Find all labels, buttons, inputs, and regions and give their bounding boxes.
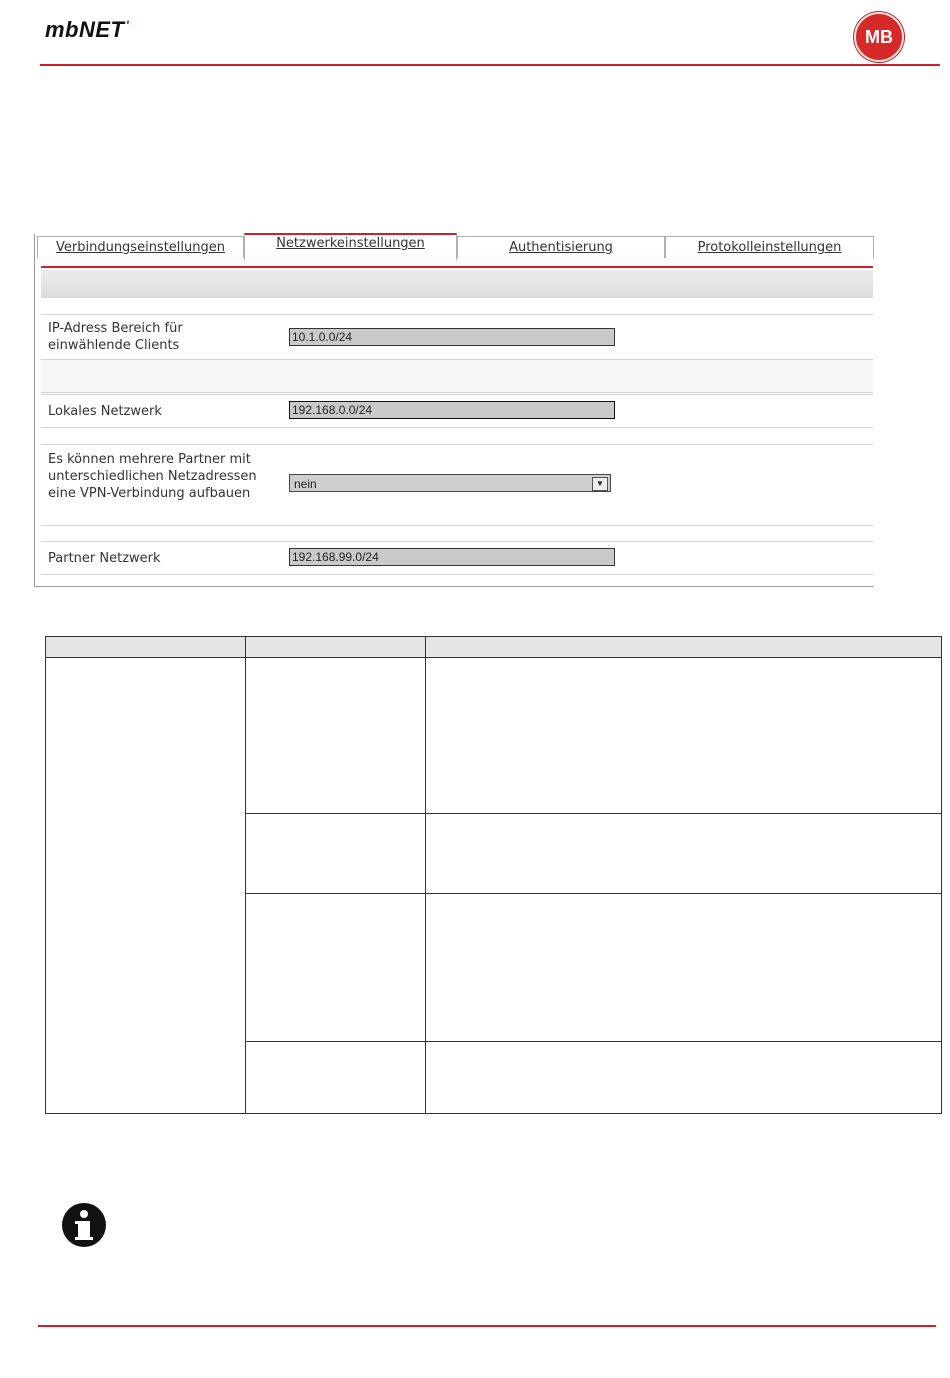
mbnet-logo: mbNET' [45,17,130,42]
tab-label: Verbindungseinstellungen [56,240,225,255]
form-row-local-network [41,394,873,428]
ip-range-input[interactable]: 10.1.0.0/24 [289,328,615,346]
logo-mark: ' [125,17,130,33]
local-network-input[interactable]: 192.168.0.0/24 [289,401,615,419]
form-row-multi-partner [41,444,873,526]
table-cell [246,1042,426,1114]
partner-network-label: Partner Netzwerk [48,551,161,566]
multi-partner-selected: nein [294,477,317,491]
section-header-bar [41,270,873,298]
table-header-cell [246,637,426,658]
tab-label: Netzwerkeinstellungen [276,236,425,251]
table-cell [246,814,426,894]
table-cell [426,894,942,1042]
table-header-row [46,637,942,658]
tab-label: Authentisierung [509,240,613,255]
settings-panel [34,234,873,587]
mb-badge-logo: MB [854,12,904,62]
partner-network-input[interactable]: 192.168.99.0/24 [289,548,615,566]
form-row-ip-range [41,314,873,360]
tab-netzwerkeinstellungen[interactable] [244,233,457,260]
table-cell [246,658,426,814]
tab-underline [41,266,873,268]
table-cell [426,1042,942,1114]
multi-partner-label: Es können mehrere Partner mit unterschiedlichen Netzadressen eine VPN-Verbindung aufbauen [48,452,257,501]
table-row [46,658,942,814]
tab-label: Protokolleinstellungen [697,240,842,255]
table-cell-parameter [46,658,246,1114]
info-icon [62,1203,106,1247]
table-cell [426,658,942,814]
table-cell [246,894,426,1042]
header-divider [40,64,940,66]
ip-range-label: IP-Adress Bereich für einwählende Clients [48,321,183,353]
footer-divider [38,1325,936,1327]
local-network-label: Lokales Netzwerk [48,404,162,419]
multi-partner-select[interactable] [289,474,611,492]
spacer-row [41,359,873,393]
tab-verbindungseinstellungen[interactable] [37,236,244,258]
tab-protokolleinstellungen[interactable] [665,236,874,258]
dropdown-arrow-icon[interactable]: ▼ [592,477,608,491]
table-header-cell [46,637,246,658]
tab-authentisierung[interactable] [457,236,665,258]
parameter-table [45,636,942,1114]
table-cell [426,814,942,894]
table-header-cell [426,637,942,658]
form-row-partner-network [41,541,873,575]
